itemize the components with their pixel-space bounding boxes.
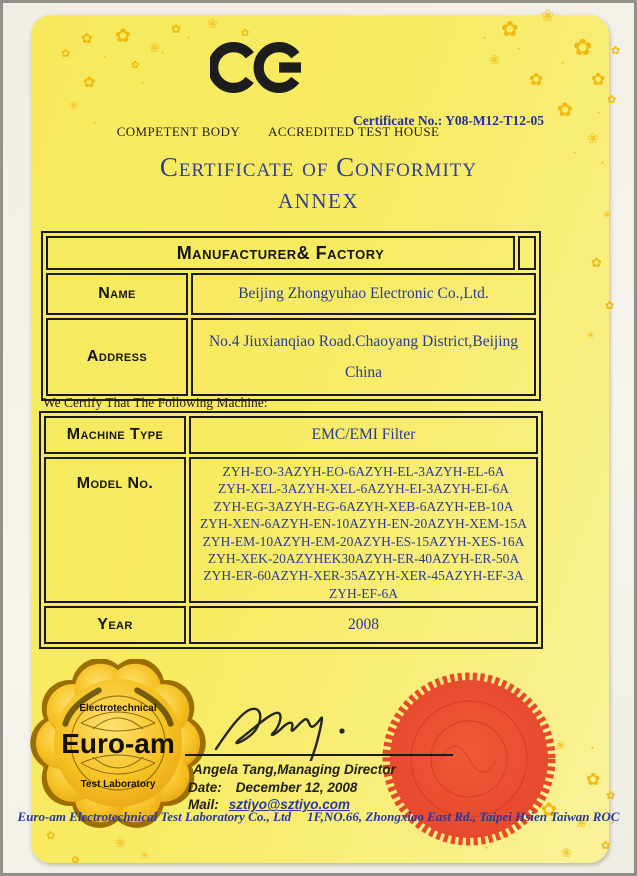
model-number: ZYH-XEL-6A xyxy=(297,481,377,497)
machine-type-value: EMC/EMI Filter xyxy=(189,416,538,454)
ce-mark-icon xyxy=(210,36,312,99)
model-number: ZYH-EM-20A xyxy=(282,533,364,549)
machine-table xyxy=(39,411,543,649)
name-label: Name xyxy=(46,273,188,315)
model-number: ZYH-XEB-6A xyxy=(355,498,437,514)
model-number: ZYH-ER-60A xyxy=(203,568,281,584)
name-value: Beijing Zhongyuhao Electronic Co.,Ltd. xyxy=(191,273,536,315)
certify-statement: We Certify That The Following Machine: xyxy=(43,395,268,410)
date-label: Date: xyxy=(188,780,222,795)
competent-body-label: COMPETENT BODY xyxy=(116,124,241,139)
model-number: ZYH-EO-3A xyxy=(222,464,294,479)
year-value: 2008 xyxy=(189,606,538,644)
model-number: ZYH-XER-35A xyxy=(280,568,368,584)
model-no-list xyxy=(189,457,538,603)
accreditation-line xyxy=(83,124,473,140)
model-number: ZYH-EI-3A xyxy=(377,481,443,497)
model-number: ZYH-EM-10A xyxy=(202,533,283,549)
mail-label: Mail: xyxy=(188,797,219,812)
model-line xyxy=(203,567,523,584)
date-line xyxy=(188,780,357,795)
signature-line xyxy=(185,754,453,756)
model-number: ZYH-EI-6A xyxy=(442,481,509,497)
model-number: ZYH-EL-6A xyxy=(434,464,505,479)
address-line-2: China xyxy=(344,363,383,381)
model-number: ZYH-EF-3A xyxy=(454,568,524,584)
model-number: ZYH-EG-6A xyxy=(284,498,356,514)
model-number: ZYH-XEN-6A xyxy=(200,516,281,532)
footer-company: Euro-am Electrotechnical Test Laboratory Co., Ltd xyxy=(17,809,292,824)
page-title: Certificate of Conformity xyxy=(159,152,478,182)
model-number: ZYH-EL-3A xyxy=(365,464,435,479)
model-number: ZYH-EN-20A xyxy=(358,516,437,532)
mail-value: sztiyo@sztiyo.com xyxy=(228,797,350,812)
model-line xyxy=(329,585,398,602)
model-number: ZYH-XEK-20A xyxy=(207,551,296,567)
year-label: Year xyxy=(44,606,186,644)
model-number: ZYH-ES-15A xyxy=(363,533,439,549)
manufacturer-table xyxy=(41,231,541,401)
signatory-name: Angela Tang,Managing Director xyxy=(193,762,396,777)
manufacturer-header-spacer xyxy=(518,236,536,270)
date-value: December 12, 2008 xyxy=(235,780,358,795)
footer-line xyxy=(3,809,634,825)
machine-type-row xyxy=(44,416,538,454)
model-number: ZYH-EN-10A xyxy=(281,516,359,532)
model-line xyxy=(223,463,505,480)
year-row xyxy=(44,606,538,644)
address-label: Address xyxy=(46,318,188,396)
model-number: ZYHEK30A xyxy=(295,551,365,567)
flower-icon xyxy=(611,46,620,57)
model-number: ZYH-ER-40A xyxy=(364,551,442,567)
model-line xyxy=(203,533,525,550)
model-line xyxy=(218,480,509,497)
model-no-row xyxy=(44,457,538,603)
name-row xyxy=(46,273,536,315)
model-number: ZYH-XES-16A xyxy=(438,533,525,549)
machine-type-label: Machine Type xyxy=(44,416,186,454)
address-value xyxy=(191,318,536,396)
badge-bottom-text: Test Laboratory xyxy=(80,779,156,790)
address-line-1: No.4 Jiuxianqiao Road.Chaoyang District,Beijing xyxy=(208,332,519,350)
model-line xyxy=(208,550,519,567)
model-line xyxy=(214,498,514,515)
model-number: ZYH-XER-45A xyxy=(367,568,455,584)
model-number: ZYH-EB-10A xyxy=(436,498,514,514)
model-number: ZYH-XEL-3A xyxy=(218,481,298,497)
model-number: ZYH-EF-6A xyxy=(329,585,398,601)
badge-top-text: Electrotechnical xyxy=(79,703,157,714)
manufacturer-header: Manufacturer& Factory xyxy=(46,236,515,270)
address-row xyxy=(46,318,536,396)
footer-address: 1F,NO.66, Zhongxiao East Rd., Taipei Hsien Taiwan ROC xyxy=(307,809,620,824)
model-no-label: Model No. xyxy=(44,457,186,603)
euro-am-badge xyxy=(23,659,213,831)
model-number: ZYH-EO-6A xyxy=(293,464,365,479)
model-line xyxy=(200,515,527,532)
model-number: ZYH-XEM-15A xyxy=(436,516,527,532)
annex-subtitle: ANNEX xyxy=(278,189,359,213)
signature-handwriting xyxy=(210,701,360,761)
accredited-test-house-label: ACCREDITED TEST HOUSE xyxy=(268,124,440,139)
model-number: ZYH-ER-50A xyxy=(441,551,520,567)
certificate-number: Certificate No.: Y08-M12-T12-05 xyxy=(353,113,545,128)
badge-name: Euro-am xyxy=(61,728,175,759)
model-number: ZYH-EG-3A xyxy=(213,498,285,514)
manufacturer-header-row xyxy=(46,236,536,270)
